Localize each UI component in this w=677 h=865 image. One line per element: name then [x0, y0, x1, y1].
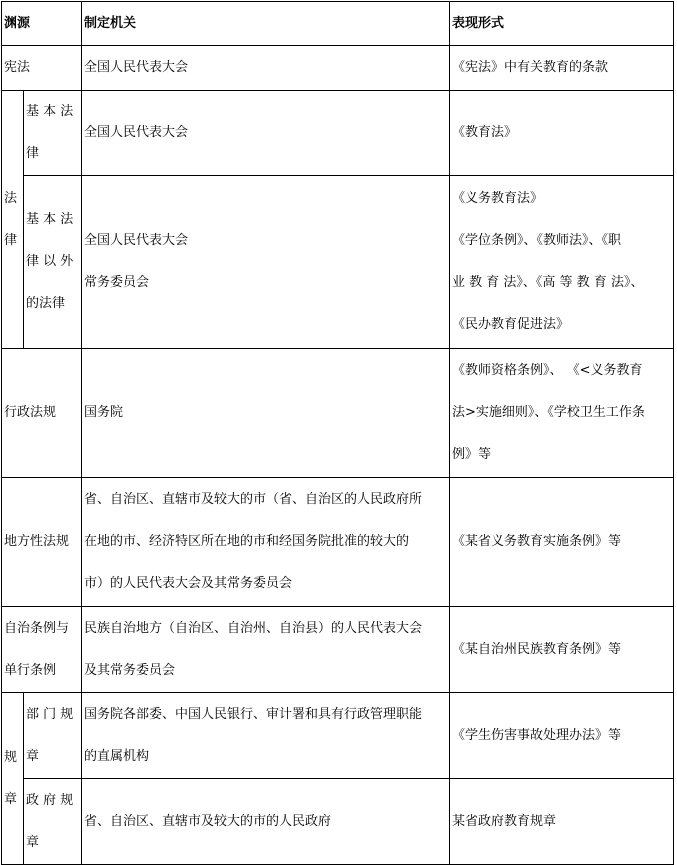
sub-source-line: 律 — [26, 146, 40, 161]
form-line: 《学位条例》、《教师法》、《职 — [452, 233, 622, 248]
authority-cell: 全国人民代表大会 — [82, 46, 450, 91]
form-line: 业 教 育 法》、《高 等 教 育 法》、 — [452, 275, 644, 290]
form-line: 例》等 — [452, 447, 492, 462]
form-line: 《民办教育促进法》 — [452, 317, 570, 332]
source-line: 自治条例与 — [4, 620, 70, 636]
table-row-constitution — [2, 46, 674, 91]
authority-cell — [82, 176, 450, 349]
table-row-autonomous — [2, 607, 674, 693]
sub-source-line: 章 — [26, 748, 40, 764]
table-row-dept-rules — [2, 693, 674, 779]
sub-source-cell — [24, 176, 82, 349]
sub-source-line: 律 以 外 — [26, 254, 74, 269]
authority-line: 民族自治地方（自治区、自治州、自治县）的人民代表大会 — [84, 620, 423, 636]
authority-cell — [82, 607, 450, 693]
authority-line: 市）的人民代表大会及其常务委员会 — [84, 576, 293, 591]
form-line: 法>实施细则》、《学校卫生工作条 — [452, 405, 645, 420]
sub-source-line: 基 本 法 — [26, 212, 74, 227]
form-cell: 《某自治州民族教育条例》等 — [450, 607, 674, 693]
authority-cell: 省、自治区、直辖市及较大的市的人民政府 — [82, 779, 450, 865]
table-row-admin — [2, 349, 674, 478]
authority-line: 国务院各部委、中国人民银行、审计署和具有行政管理职能 — [84, 706, 423, 722]
table-row-local — [2, 478, 674, 607]
form-line: 《义务教育法》 — [452, 191, 544, 206]
authority-cell — [82, 478, 450, 607]
authority-cell: 国务院 — [82, 349, 450, 478]
header-source: 渊源 — [2, 2, 82, 46]
group-cell-law — [2, 91, 24, 349]
table-row-other-law — [2, 176, 674, 349]
authority-cell — [82, 693, 450, 779]
source-cell: 地方性法规 — [2, 478, 82, 607]
form-cell — [450, 349, 674, 478]
form-line: 《教师资格条例》、 《<义务教育 — [452, 363, 643, 378]
sub-source-cell — [24, 693, 82, 779]
authority-line: 及其常务委员会 — [84, 662, 176, 678]
source-cell — [2, 607, 82, 693]
form-cell: 某省政府教育规章 — [450, 779, 674, 865]
table-row-gov-rules — [2, 779, 674, 865]
authority-line: 全国人民代表大会 — [84, 233, 189, 248]
authority-line: 在地的市、经济特区所在地的市和经国务院批准的较大的 — [84, 534, 410, 549]
sub-source-line: 部 门 规 — [26, 706, 74, 722]
header-authority: 制定机关 — [82, 2, 450, 46]
sub-source-line: 章 — [26, 834, 40, 850]
group-label-line: 律 — [4, 232, 18, 248]
group-label-line: 规 — [4, 749, 18, 765]
authority-cell: 全国人民代表大会 — [82, 91, 450, 176]
sub-source-cell — [24, 91, 82, 176]
sub-source-line: 基 本 法 — [26, 104, 74, 119]
group-label-line: 章 — [4, 791, 18, 807]
form-cell: 《教育法》 — [450, 91, 674, 176]
form-cell: 《学生伤害事故处理办法》等 — [450, 693, 674, 779]
source-line: 单行条例 — [4, 662, 57, 678]
authority-line: 省、自治区、直辖市及较大的市（省、自治区的人民政府所 — [84, 492, 423, 507]
form-cell: 《某省义务教育实施条例》等 — [450, 478, 674, 607]
form-cell — [450, 176, 674, 349]
sub-source-line: 政 府 规 — [26, 792, 74, 808]
table-header-row — [2, 2, 674, 46]
authority-line: 的直属机构 — [84, 748, 150, 764]
table-row-basic-law — [2, 91, 674, 176]
form-cell: 《宪法》中有关教育的条款 — [450, 46, 674, 91]
sub-source-line: 的法律 — [26, 296, 66, 311]
group-label-line: 法 — [4, 190, 18, 206]
source-cell: 宪法 — [2, 46, 82, 91]
legal-sources-table — [1, 1, 674, 865]
authority-line: 常务委员会 — [84, 275, 150, 290]
header-form: 表现形式 — [450, 2, 674, 46]
group-cell-rules — [2, 693, 24, 865]
source-cell: 行政法规 — [2, 349, 82, 478]
sub-source-cell — [24, 779, 82, 865]
